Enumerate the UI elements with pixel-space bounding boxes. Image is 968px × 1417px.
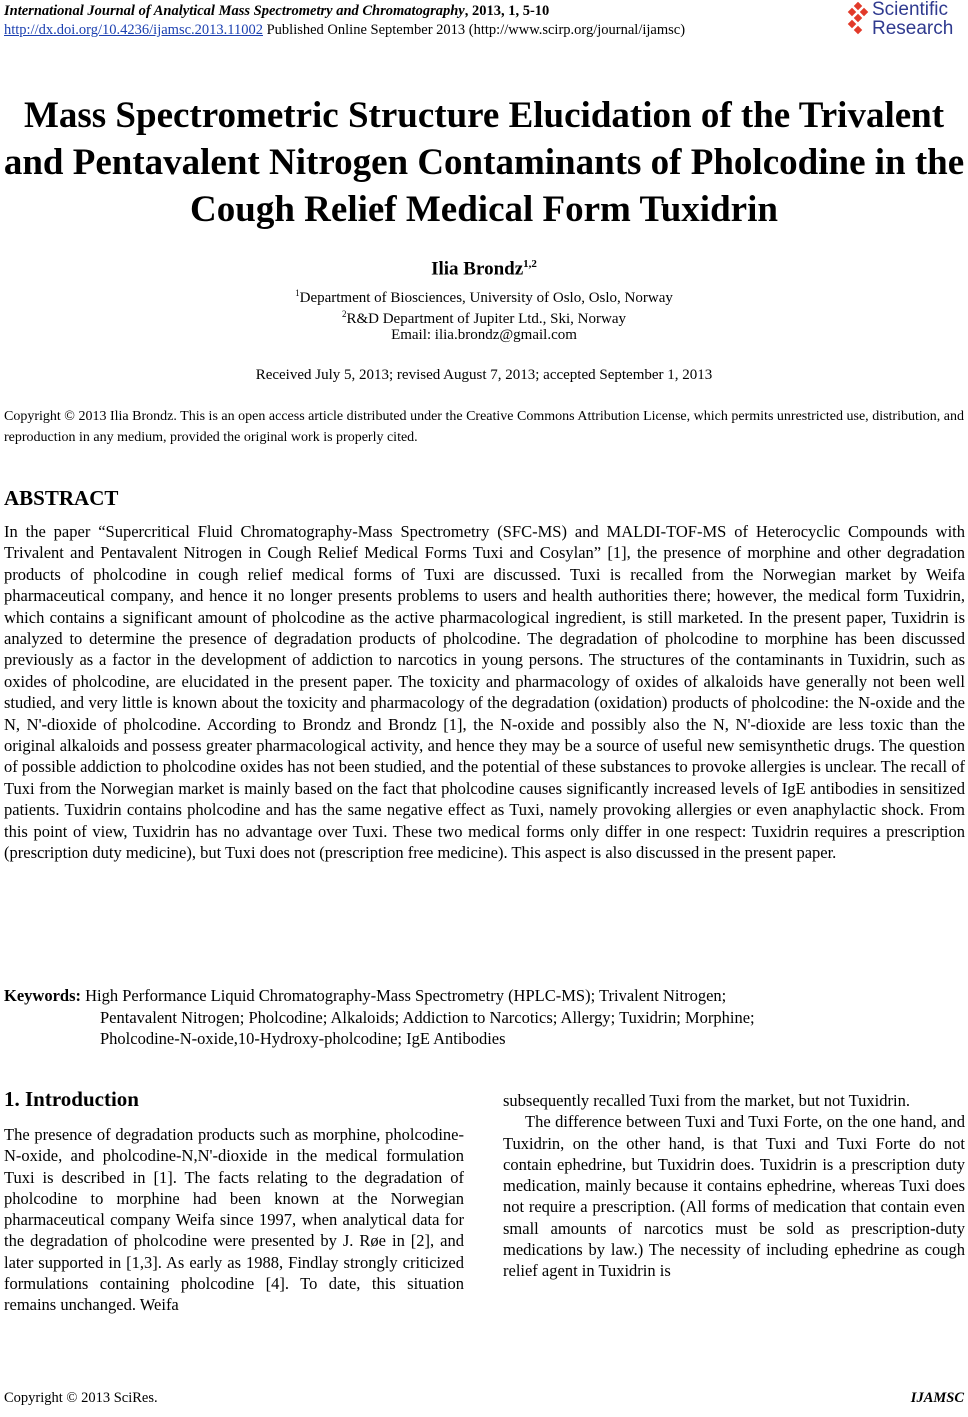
introduction-right-paragraph-2: The difference between Tuxi and Tuxi Forte, on the one hand, and Tuxidrin, on the other hand, is that Tuxi and Tuxi Forte do not contain ephedrine, but Tuxidrin does. Tuxidrin is a prescription duty medication, mainly because it contains ephedrine, whereas Tuxi does not require a prescription. (All forms of medication that contain even small amounts of narcotics must be sold as prescription-duty medications by law.) The necessity of including ephedrine as cough relief agent in Tuxidrin is <box>503 1112 965 1281</box>
doi-link[interactable]: http://dx.doi.org/10.4236/ijamsc.2013.11002 <box>4 22 263 38</box>
copyright-notice: Copyright © 2013 Ilia Brondz. This is an open access article distributed under the Creative Commons Attribution License, which permits unrestricted use, distribution, and reproduction in any medium, provided the original work is properly cited. <box>4 409 964 445</box>
journal-citation <box>4 2 964 21</box>
affiliation-1-text: Department of Biosciences, University of Oslo, Oslo, Norway <box>299 290 673 306</box>
logo-line-1: Scientific <box>872 0 949 20</box>
keywords-line-1: High Performance Liquid Chromatography-Mass Spectrometry (HPLC-MS); Trivalent Nitrogen; <box>81 986 727 1005</box>
footer-copyright: Copyright © 2013 SciRes. <box>4 1390 158 1406</box>
journal-header <box>4 2 964 46</box>
author-sup: 1,2 <box>523 258 537 270</box>
affiliation-1-sup: 1 <box>295 288 300 298</box>
scientific-research-logo <box>846 0 966 42</box>
published-online: Published Online September 2013 (http://www.scirp.org/journal/ijamsc) <box>262 22 686 38</box>
keywords-line-2: Pentavalent Nitrogen; Pholcodine; Alkaloids; Addiction to Narcotics; Allergy; Tuxidrin; Morphine; <box>100 1007 755 1027</box>
logo-diamonds-icon <box>846 2 870 40</box>
logo-line-2: Research <box>872 18 954 39</box>
logo-text <box>872 0 953 38</box>
author <box>0 258 968 280</box>
paper-title: Mass Spectrometric Structure Elucidation of the Trivalent and Pentavalent Nitrogen Contaminants of Pholcodine in the Cough Relief Medical Form Tuxidrin <box>3 95 965 230</box>
affiliation-2-text: R&D Department of Jupiter Ltd., Ski, Norway <box>346 311 627 327</box>
keywords <box>4 985 964 1050</box>
introduction-right-column <box>503 1090 965 1282</box>
doi-line <box>4 18 964 40</box>
journal-name: International Journal of Analytical Mass Spectrometry and Chromatography <box>4 3 465 19</box>
author-email[interactable]: Email: ilia.brondz@gmail.com <box>391 327 577 343</box>
abstract-text: In the paper “Supercritical Fluid Chromatography-Mass Spectrometry (SFC-MS) and MALDI-TOF-MS of Heterocyclic Compounds with Trivalent and Pentavalent Nitrogen in Cough Relief Medical Forms Tuxi and Cosylan” [1], the presence of morphine and other degradation products of pholcodine in cough relief medical forms of Tuxi are discussed. Tuxi is recalled from the Norwegian market by Weifa pharmaceutical company, and hence it no longer presents problems to users and health authorities there; however, the medical form Tuxidrin, which contains a significant amount of pholcodine as the active pharmacological ingredient, is still marketed. In the present paper, Tuxidrin is analyzed to determine the presence of degradation products of pholcodine. The degradation of pholcodine to morphine has been discussed previously as a factor in the development of addiction to narcotics in young persons. The structures of the contaminants in Tuxidrin, such as oxides of pholcodine, are elucidated in the present paper. The toxicity and pharmacology of oxides of alkaloids have generally not been well studied, and very little is known about the toxicity and pharmacology of the degradation (oxidation) products of pholcodine: the N-oxide and the N, N'-dioxide of pholcodine. According to Brondz and Brondz [1], the N-oxide and possibly also the N, N'-dioxide are less toxic than the original alkaloids and possess greater pharmacological activity, and hence they may be a source of useful new semisynthetic drugs. The question of possible addiction to pholcodine oxides has not been studied, and the potential of these substances to provoke allergies is unclear. The recall of Tuxi from the Norwegian market is mainly based on the fact that pholcodine causes significantly increased levels of IgE antibodies in sensitized patients. Tuxidrin contains pholcodine and has the same negative effect as Tuxi, namely provoking allergies or even anaphylactic shock. From this point of view, Tuxidrin has no advantage over Tuxi. These two medical forms only differ in one respect: Tuxidrin requires a prescription (prescription duty medicine), but Tuxi does not (prescription free medicine). This aspect is also discussed in the present paper. <box>4 522 965 863</box>
footer-journal-abbrev: IJAMSC <box>910 1390 964 1406</box>
introduction-left-column: The presence of degradation products such as morphine, pholcodine-N-oxide, and pholcodine-N,N'-dioxide in the medical formulation Tuxi is described in [1]. The facts relating to the degradation of pholcodine to morphine had been known at the Norwegian pharmaceutical company Weifa since 1997, when analytical data for the degradation of pholcodine were presented by J. Røe in [2], and later supported in [1,3]. As early as 1988, Findlay strongly criticized formulations containing pholcodine [4]. To date, this situation remains unchanged. Weifa <box>4 1125 464 1315</box>
page-footer <box>4 1390 964 1407</box>
keywords-label: Keywords: <box>4 986 81 1005</box>
keywords-line-3: Pholcodine-N-oxide,10-Hydroxy-pholcodine; IgE Antibodies <box>100 1029 506 1048</box>
introduction-heading: 1. Introduction <box>4 1087 139 1111</box>
affiliation-2-sup: 2 <box>341 309 347 319</box>
author-name: Ilia Brondz <box>431 258 524 280</box>
received-dates: Received July 5, 2013; revised August 7, 2013; accepted September 1, 2013 <box>255 367 713 383</box>
introduction-right-paragraph-1: subsequently recalled Tuxi from the market, but not Tuxidrin. <box>503 1091 910 1110</box>
journal-volume: , 2013, 1, 5-10 <box>464 3 550 19</box>
abstract-heading: ABSTRACT <box>4 486 119 510</box>
